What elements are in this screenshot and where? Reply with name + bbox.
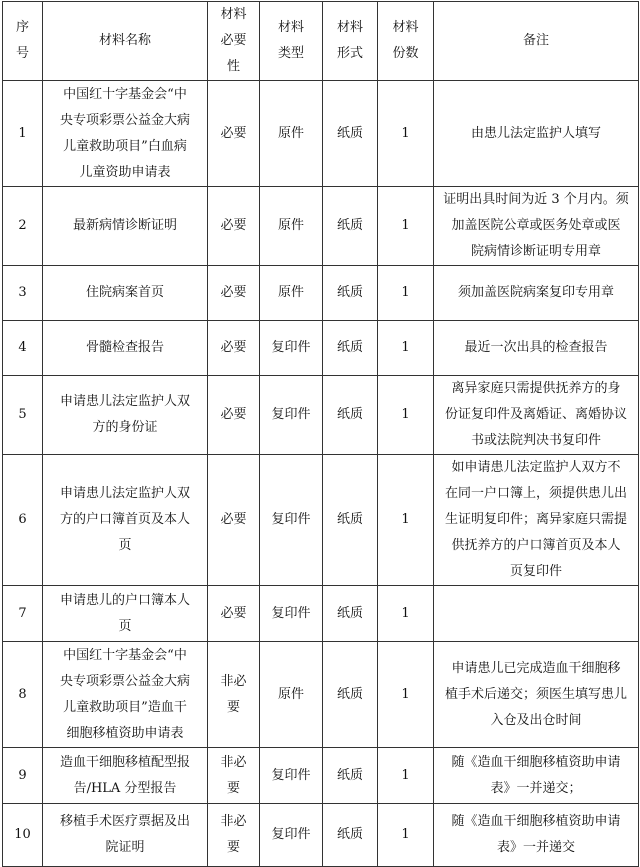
table-row [3, 81, 639, 187]
cell-name: 移植手术医疗票据及出 院证明 [43, 804, 208, 867]
cell-count: 1 [378, 266, 434, 321]
cell-note: 申请患儿已完成造血干细胞移 植手术后递交；须医生填写患儿 入仓及出仓时间 [434, 642, 639, 748]
cell-count: 1 [378, 804, 434, 867]
cell-no: 7 [3, 586, 43, 642]
cell-type: 原件 [260, 81, 323, 187]
cell-required: 必要 [208, 321, 260, 376]
cell-name: 申请患儿的户口簿本人 页 [43, 586, 208, 642]
cell-name: 中国红十字基金会“中 央专项彩票公益金大病 儿童救助项目”白血病 儿童资助申请表 [43, 81, 208, 187]
cell-note: 随《造血干细胞移植资助申请 表》一并递交； [434, 748, 639, 804]
cell-note: 须加盖医院病案复印专用章 [434, 266, 639, 321]
header-name: 材料名称 [43, 2, 208, 81]
cell-name: 住院病案首页 [43, 266, 208, 321]
cell-type: 复印件 [260, 376, 323, 455]
cell-type: 复印件 [260, 586, 323, 642]
cell-form: 纸质 [323, 266, 378, 321]
cell-count: 1 [378, 455, 434, 586]
header-form: 材料 形式 [323, 2, 378, 81]
cell-no: 9 [3, 748, 43, 804]
table-row [3, 455, 639, 586]
header-note: 备注 [434, 2, 639, 81]
header-row [3, 2, 639, 81]
cell-name: 中国红十字基金会“中 央专项彩票公益金大病 儿童救助项目”造血干 细胞移植资助申请表 [43, 642, 208, 748]
cell-note: 最近一次出具的检查报告 [434, 321, 639, 376]
header-required: 材料 必要 性 [208, 2, 260, 81]
cell-form: 纸质 [323, 187, 378, 266]
cell-note: 离异家庭只需提供抚养方的身 份证复印件及离婚证、离婚协议 书或法院判决书复印件 [434, 376, 639, 455]
cell-no: 8 [3, 642, 43, 748]
table-row [3, 376, 639, 455]
cell-count: 1 [378, 642, 434, 748]
cell-no: 10 [3, 804, 43, 867]
cell-no: 2 [3, 187, 43, 266]
cell-type: 复印件 [260, 455, 323, 586]
cell-required: 非必 要 [208, 748, 260, 804]
cell-note: 如申请患儿法定监护人双方不 在同一户口簿上，须提供患儿出 生证明复印件；离异家庭只需提 供抚养方的户口簿首页及本人 页复印件 [434, 455, 639, 586]
cell-count: 1 [378, 187, 434, 266]
cell-name: 申请患儿法定监护人双 方的户口簿首页及本人 页 [43, 455, 208, 586]
cell-name: 最新病情诊断证明 [43, 187, 208, 266]
table-row [3, 804, 639, 867]
table-row [3, 748, 639, 804]
header-type: 材料 类型 [260, 2, 323, 81]
table-row [3, 586, 639, 642]
materials-table [2, 1, 639, 867]
cell-no: 4 [3, 321, 43, 376]
cell-required: 非必 要 [208, 804, 260, 867]
cell-note: 随《造血干细胞移植资助申请 表》一并递交 [434, 804, 639, 867]
cell-form: 纸质 [323, 81, 378, 187]
cell-required: 必要 [208, 266, 260, 321]
cell-required: 必要 [208, 81, 260, 187]
header-count: 材料 份数 [378, 2, 434, 81]
header-no: 序 号 [3, 2, 43, 81]
cell-count: 1 [378, 81, 434, 187]
cell-note [434, 586, 639, 642]
cell-required: 必要 [208, 376, 260, 455]
cell-type: 原件 [260, 266, 323, 321]
cell-form: 纸质 [323, 455, 378, 586]
cell-form: 纸质 [323, 642, 378, 748]
cell-count: 1 [378, 376, 434, 455]
cell-type: 复印件 [260, 321, 323, 376]
cell-type: 复印件 [260, 804, 323, 867]
cell-form: 纸质 [323, 376, 378, 455]
table-row [3, 187, 639, 266]
table-row [3, 642, 639, 748]
cell-name: 造血干细胞移植配型报 告/HLA 分型报告 [43, 748, 208, 804]
cell-form: 纸质 [323, 321, 378, 376]
cell-no: 6 [3, 455, 43, 586]
cell-no: 1 [3, 81, 43, 187]
cell-required: 必要 [208, 586, 260, 642]
cell-name: 申请患儿法定监护人双 方的身份证 [43, 376, 208, 455]
table-row [3, 321, 639, 376]
cell-no: 5 [3, 376, 43, 455]
cell-form: 纸质 [323, 804, 378, 867]
cell-no: 3 [3, 266, 43, 321]
cell-count: 1 [378, 321, 434, 376]
cell-required: 必要 [208, 455, 260, 586]
cell-type: 复印件 [260, 748, 323, 804]
cell-note: 证明出具时间为近 3 个月内。须 加盖医院公章或医务处章或医 院病情诊断证明专用章 [434, 187, 639, 266]
cell-form: 纸质 [323, 586, 378, 642]
cell-count: 1 [378, 748, 434, 804]
cell-form: 纸质 [323, 748, 378, 804]
cell-count: 1 [378, 586, 434, 642]
cell-name: 骨髓检查报告 [43, 321, 208, 376]
cell-note: 由患儿法定监护人填写 [434, 81, 639, 187]
cell-required: 必要 [208, 187, 260, 266]
cell-type: 原件 [260, 642, 323, 748]
cell-type: 原件 [260, 187, 323, 266]
cell-required: 非必 要 [208, 642, 260, 748]
table-row [3, 266, 639, 321]
